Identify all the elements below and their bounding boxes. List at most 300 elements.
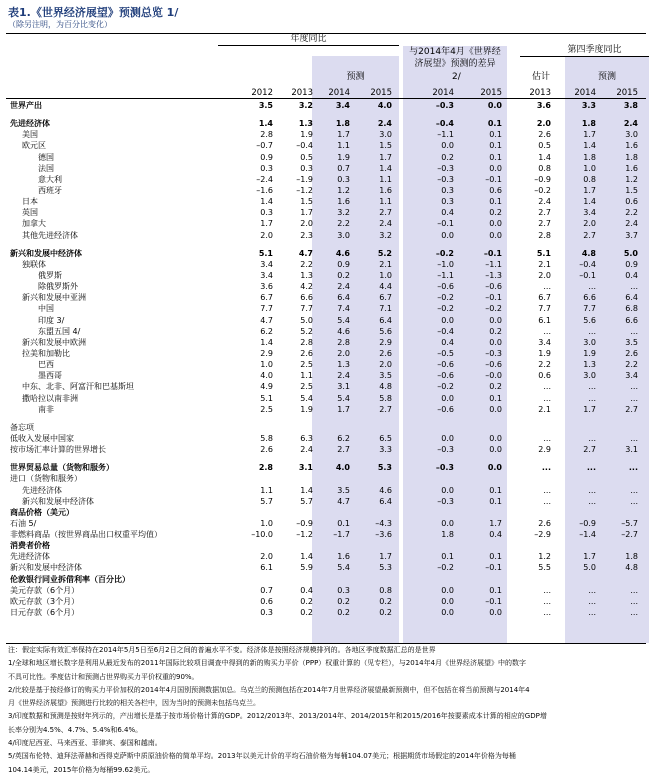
row-value: 2.4 <box>337 282 350 292</box>
row-value: 0.1 <box>489 552 502 562</box>
row-value: –0.1 <box>485 596 502 606</box>
row-value: 3.5 <box>258 101 273 110</box>
row-value: 0.1 <box>489 141 502 151</box>
row-value: 5.4 <box>300 393 313 403</box>
row-value: 0.8 <box>538 163 551 173</box>
row-value: 1.6 <box>337 197 350 207</box>
table-row <box>0 281 656 292</box>
row-value: 2.5 <box>300 382 313 392</box>
header-year-5: 2015 <box>480 88 502 98</box>
row-value: ... <box>630 596 638 606</box>
row-value: 1.8 <box>581 119 596 129</box>
header-year-8: 2015 <box>616 88 638 98</box>
row-value: –0.1 <box>485 293 502 303</box>
row-value: –0.3 <box>437 445 454 455</box>
row-value: 0.1 <box>489 585 502 595</box>
row-value: 1.8 <box>583 152 596 162</box>
row-value: 0.9 <box>260 152 273 162</box>
row-value: 1.6 <box>337 552 350 562</box>
row-value: 2.4 <box>300 445 313 455</box>
row-label: 备忘项 <box>10 422 34 432</box>
row-value: –1.9 <box>296 174 313 184</box>
row-value: 0.2 <box>337 596 350 606</box>
row-value: 2.5 <box>260 404 273 414</box>
row-value: 0.9 <box>625 259 638 269</box>
page-subtitle: （除另注明，为百分比变化） <box>8 20 112 29</box>
row-label: 美国 <box>22 130 38 140</box>
header-year-6: 2013 <box>529 88 551 98</box>
row-value: 4.6 <box>335 248 350 258</box>
row-value: –4.3 <box>375 518 392 528</box>
row-value: 2.1 <box>538 404 551 414</box>
row-value: 0.6 <box>625 197 638 207</box>
row-value: ... <box>543 282 551 292</box>
row-value: 0.0 <box>489 230 502 240</box>
row-value: 0.4 <box>441 208 454 218</box>
row-value: –10.0 <box>251 530 273 540</box>
row-label: 新兴和发展中经济体 <box>10 563 82 573</box>
row-value: 0.2 <box>379 596 392 606</box>
row-value: 3.4 <box>260 270 273 280</box>
row-value: 0.0 <box>489 315 502 325</box>
table-row <box>0 337 656 348</box>
row-value: ... <box>630 282 638 292</box>
row-value: 0.0 <box>441 141 454 151</box>
row-value: 0.1 <box>489 152 502 162</box>
row-value: 1.0 <box>379 270 392 280</box>
row-value: –0.7 <box>256 141 273 151</box>
row-value: 4.8 <box>625 563 638 573</box>
row-value: 5.3 <box>377 463 392 473</box>
row-label: 巴西 <box>38 360 54 370</box>
row-value: 0.1 <box>489 496 502 506</box>
row-value: –2.7 <box>621 530 638 540</box>
row-value: ... <box>588 282 596 292</box>
row-value: 1.7 <box>489 518 502 528</box>
row-label: 意大利 <box>38 174 62 184</box>
row-label: 法国 <box>38 163 54 173</box>
row-value: 0.0 <box>489 337 502 347</box>
row-value: 2.2 <box>538 360 551 370</box>
row-value: 0.2 <box>379 608 392 618</box>
row-value: 0.0 <box>441 315 454 325</box>
row-value: –0.3 <box>437 174 454 184</box>
row-value: 7.1 <box>379 304 392 314</box>
footnote-line: 1/全球和地区增长数字是利用从最近发布的2011年国际比较项目调查中得到的新的购买力平价（PPP）权重计算的（见专栏），与2014年4月《世界经济展望》中的数字 <box>8 659 527 668</box>
row-value: 6.2 <box>260 326 273 336</box>
row-value: 4.6 <box>379 485 392 495</box>
row-value: –0.0 <box>485 371 502 381</box>
row-value: 6.6 <box>625 315 638 325</box>
row-value: –2.9 <box>534 530 551 540</box>
footnote-line: 5/英国布伦特、迪拜法蒂赫和西得克萨斯中质原油价格的简单平均。2013年以美元计价的平均石油价格为每桶104.07美元；根据期货市场假定的2014年价格为每桶 <box>8 752 516 761</box>
row-label: 新兴和发展中经济体 <box>22 496 94 506</box>
row-value: 6.4 <box>337 293 350 303</box>
row-value: 1.7 <box>379 152 392 162</box>
row-value: 4.7 <box>298 248 313 258</box>
row-value: 1.8 <box>625 552 638 562</box>
row-label: 日本 <box>22 197 38 207</box>
row-value: 2.7 <box>583 230 596 240</box>
row-value: 2.7 <box>538 219 551 229</box>
row-label: 墨西哥 <box>38 371 62 381</box>
row-value: 3.5 <box>379 371 392 381</box>
row-value: 2.0 <box>538 270 551 280</box>
row-value: 0.0 <box>489 163 502 173</box>
row-value: 2.9 <box>538 445 551 455</box>
footnote-line: 3/印度数据和预测是按财年列示的，产出增长是基于按市场价格计算的GDP。2012/2013年、2013/2014年、2014/2015年和2015/2016年按要素成本计算的相应的GDP增 <box>8 712 547 721</box>
row-label: 俄罗斯 <box>38 270 62 280</box>
row-value: 1.4 <box>300 485 313 495</box>
row-value: 2.6 <box>379 348 392 358</box>
row-value: 1.9 <box>583 348 596 358</box>
row-value: 3.4 <box>538 337 551 347</box>
row-value: 0.0 <box>441 608 454 618</box>
row-value: –0.2 <box>437 304 454 314</box>
header-group-diff-2: 济展望》预测的差异 <box>414 59 496 69</box>
row-value: 3.0 <box>583 337 596 347</box>
row-value: –0.6 <box>485 282 502 292</box>
row-value: 0.2 <box>489 326 502 336</box>
row-label: 消费者价格 <box>10 541 50 551</box>
row-value: ... <box>630 382 638 392</box>
row-value: 0.0 <box>489 445 502 455</box>
row-value: 2.6 <box>260 445 273 455</box>
row-label: 进口（货物和服务） <box>10 474 82 484</box>
header-year-3: 2015 <box>370 88 392 98</box>
row-value: 5.4 <box>337 393 350 403</box>
row-value: ... <box>588 585 596 595</box>
row-label: 先进经济体 <box>10 552 50 562</box>
row-value: 0.5 <box>538 141 551 151</box>
row-label: 欧元区 <box>22 141 46 151</box>
row-value: –0.3 <box>435 463 454 473</box>
row-value: –0.9 <box>579 518 596 528</box>
row-value: –3.6 <box>375 530 392 540</box>
table-row <box>0 462 656 473</box>
row-value: 0.4 <box>300 585 313 595</box>
row-value: 0.1 <box>489 393 502 403</box>
row-value: 3.4 <box>625 371 638 381</box>
row-value: 6.7 <box>538 293 551 303</box>
row-value: –0.6 <box>437 371 454 381</box>
row-label: 石油 5/ <box>10 518 37 528</box>
row-value: 0.1 <box>489 130 502 140</box>
row-value: 0.4 <box>441 337 454 347</box>
header-year-1: 2013 <box>291 88 313 98</box>
row-value: 0.6 <box>538 371 551 381</box>
row-value: –1.6 <box>256 185 273 195</box>
row-value: 1.3 <box>583 360 596 370</box>
row-value: 2.5 <box>300 360 313 370</box>
header-year-2: 2014 <box>328 88 350 98</box>
table-row <box>0 315 656 326</box>
row-value: 6.5 <box>379 433 392 443</box>
row-value: –0.1 <box>485 174 502 184</box>
row-value: 2.0 <box>583 219 596 229</box>
row-value: 1.5 <box>379 141 392 151</box>
row-value: 2.0 <box>337 348 350 358</box>
table-row <box>0 496 656 507</box>
row-value: 0.1 <box>487 119 502 129</box>
row-value: ... <box>588 433 596 443</box>
table-row <box>0 348 656 359</box>
row-value: 0.4 <box>489 530 502 540</box>
row-label: 世界产出 <box>10 101 42 110</box>
row-label: 非燃料商品（按世界商品出口权重平均值） <box>10 530 162 540</box>
row-value: 3.0 <box>379 130 392 140</box>
row-value: –0.4 <box>435 119 454 129</box>
row-value: 1.3 <box>298 119 313 129</box>
row-value: –0.2 <box>534 185 551 195</box>
row-value: 6.8 <box>625 304 638 314</box>
row-value: 1.3 <box>337 360 350 370</box>
row-value: ... <box>543 496 551 506</box>
row-label: 南非 <box>38 404 54 414</box>
row-value: 1.4 <box>379 163 392 173</box>
row-value: ... <box>586 463 596 473</box>
footnote-line: 注：假定实际有效汇率保持在2014年5月5日至6月2日之间的普遍水平不变。经济体是按照经济规模排列的。各地区季度数据汇总的是世界 <box>8 646 436 654</box>
table-row <box>0 118 656 129</box>
row-value: 2.8 <box>538 230 551 240</box>
row-value: 4.2 <box>300 282 313 292</box>
row-value: 1.1 <box>379 174 392 184</box>
row-value: 1.2 <box>625 174 638 184</box>
row-label: 新兴和发展中亚洲 <box>22 293 86 303</box>
row-value: –0.3 <box>437 496 454 506</box>
row-value: 5.0 <box>300 315 313 325</box>
header-forecast-q4: 预测 <box>597 72 616 82</box>
row-value: 1.1 <box>260 485 273 495</box>
row-value: 5.1 <box>260 393 273 403</box>
row-value: 2.9 <box>379 337 392 347</box>
row-value: –0.2 <box>435 248 454 258</box>
row-value: 0.2 <box>489 208 502 218</box>
row-label: 伦敦银行同业拆借利率（百分比） <box>10 574 130 584</box>
row-value: –0.2 <box>437 563 454 573</box>
row-value: 6.7 <box>260 293 273 303</box>
row-value: 3.0 <box>583 371 596 381</box>
row-value: ... <box>588 596 596 606</box>
row-value: 3.1 <box>298 463 313 473</box>
row-value: ... <box>543 596 551 606</box>
row-value: 6.7 <box>379 293 392 303</box>
header-forecast: 预测 <box>346 72 365 82</box>
row-value: 7.4 <box>337 304 350 314</box>
row-value: 0.0 <box>441 230 454 240</box>
row-value: 5.1 <box>258 248 273 258</box>
table-row <box>0 152 656 163</box>
row-value: 2.4 <box>337 371 350 381</box>
table-row <box>0 292 656 303</box>
row-label: 英国 <box>22 208 38 218</box>
row-value: 0.2 <box>300 596 313 606</box>
row-value: 6.4 <box>379 496 392 506</box>
row-value: 1.4 <box>258 119 273 129</box>
row-value: –1.4 <box>579 530 596 540</box>
row-value: 4.0 <box>335 463 350 473</box>
row-value: –0.6 <box>485 360 502 370</box>
row-value: 1.7 <box>337 130 350 140</box>
table-row <box>0 473 656 484</box>
table-row <box>0 551 656 562</box>
table-row <box>0 326 656 337</box>
table-row <box>0 607 656 618</box>
row-value: ... <box>543 326 551 336</box>
row-value: 1.6 <box>625 163 638 173</box>
row-value: 3.2 <box>337 208 350 218</box>
row-value: 5.2 <box>377 248 392 258</box>
header-year-4: 2014 <box>432 88 454 98</box>
row-label: 世界贸易总量（货物和服务） <box>10 463 114 473</box>
row-value: 0.0 <box>441 518 454 528</box>
row-label: 其他先进经济体 <box>22 230 78 240</box>
row-value: 6.3 <box>300 433 313 443</box>
row-value: 3.4 <box>260 259 273 269</box>
row-value: 3.2 <box>298 101 313 110</box>
row-value: 1.1 <box>379 197 392 207</box>
row-value: 1.3 <box>300 270 313 280</box>
row-value: –1.2 <box>296 185 313 195</box>
footnote-line: 不具可比性。季度估计和预测占世界购买力平价权重的90%。 <box>8 672 199 681</box>
row-value: –0.6 <box>437 282 454 292</box>
row-value: 1.7 <box>260 219 273 229</box>
row-value: –0.1 <box>437 219 454 229</box>
table-row <box>0 518 656 529</box>
row-value: 4.8 <box>379 382 392 392</box>
row-value: 0.8 <box>379 585 392 595</box>
row-value: ... <box>543 393 551 403</box>
row-value: ... <box>628 463 638 473</box>
table-row <box>0 485 656 496</box>
row-value: 3.5 <box>337 485 350 495</box>
row-value: 5.6 <box>583 315 596 325</box>
row-value: 1.8 <box>441 530 454 540</box>
row-value: 0.1 <box>337 518 350 528</box>
header-group-diff-1: 与2014年4月《世界经 <box>409 47 501 57</box>
row-value: –0.6 <box>437 360 454 370</box>
row-value: ... <box>630 393 638 403</box>
footnote-line: 长率分别为4.5%、4.7%、5.4%和6.4%。 <box>8 725 143 734</box>
row-value: –1.2 <box>296 530 313 540</box>
row-label: 拉美和加勒比 <box>22 348 70 358</box>
row-value: 1.0 <box>260 360 273 370</box>
row-value: 0.1 <box>441 552 454 562</box>
row-value: 2.0 <box>536 119 551 129</box>
row-value: 6.6 <box>583 293 596 303</box>
forecast-table <box>0 100 656 618</box>
table-row <box>0 230 656 241</box>
row-value: 0.3 <box>441 185 454 195</box>
header-bottom-rule <box>6 98 646 99</box>
row-value: 1.7 <box>379 552 392 562</box>
row-value: 5.6 <box>379 326 392 336</box>
row-value: 3.6 <box>536 101 551 110</box>
row-value: 2.0 <box>260 552 273 562</box>
row-value: ... <box>630 433 638 443</box>
header-group-yoy: 年度同比 <box>290 34 327 44</box>
row-value: –0.9 <box>534 174 551 184</box>
row-value: 0.0 <box>441 485 454 495</box>
row-value: 2.8 <box>260 130 273 140</box>
row-value: 2.7 <box>538 208 551 218</box>
row-label: 撒哈拉以南非洲 <box>22 393 78 403</box>
row-value: 0.7 <box>337 163 350 173</box>
row-value: –0.4 <box>579 259 596 269</box>
row-value: 1.7 <box>583 130 596 140</box>
row-value: 3.0 <box>337 230 350 240</box>
table-row <box>0 140 656 151</box>
row-value: 5.0 <box>623 248 638 258</box>
header-group-diff-3: 2/ <box>452 72 461 82</box>
row-value: ... <box>588 485 596 495</box>
row-value: ... <box>630 496 638 506</box>
row-value: 4.8 <box>581 248 596 258</box>
row-value: 1.9 <box>337 152 350 162</box>
table-row <box>0 370 656 381</box>
row-label: 先进经济体 <box>10 119 50 129</box>
row-value: 1.1 <box>300 371 313 381</box>
row-value: –0.3 <box>437 163 454 173</box>
row-value: ... <box>630 485 638 495</box>
row-value: 4.7 <box>337 496 350 506</box>
header-estimate: 估计 <box>531 72 550 82</box>
row-value: 3.5 <box>625 337 638 347</box>
row-value: 0.0 <box>487 463 502 473</box>
footnote-line: 月《世界经济展望》预测进行比较的相关各栏中，因为当时的预测未包括乌克兰。 <box>8 699 260 708</box>
row-value: 1.9 <box>300 404 313 414</box>
row-value: 0.0 <box>487 101 502 110</box>
row-value: 6.4 <box>379 315 392 325</box>
row-value: 0.0 <box>441 393 454 403</box>
row-value: 0.1 <box>489 485 502 495</box>
row-label: 日元存款（6个月） <box>10 608 80 618</box>
row-spacer <box>0 455 656 462</box>
row-value: 1.4 <box>300 552 313 562</box>
row-value: 5.1 <box>536 248 551 258</box>
row-value: 0.3 <box>300 163 313 173</box>
row-value: 2.4 <box>377 119 392 129</box>
row-value: 0.3 <box>441 197 454 207</box>
row-value: 1.7 <box>337 404 350 414</box>
row-value: 1.8 <box>625 152 638 162</box>
row-value: 6.6 <box>300 293 313 303</box>
row-value: 3.2 <box>379 230 392 240</box>
row-value: –0.9 <box>296 518 313 528</box>
row-value: 4.9 <box>260 382 273 392</box>
row-value: 2.2 <box>625 360 638 370</box>
row-value: 1.6 <box>625 141 638 151</box>
row-value: 2.4 <box>379 219 392 229</box>
row-value: 0.3 <box>260 208 273 218</box>
row-value: 0.1 <box>489 197 502 207</box>
row-value: 0.0 <box>489 219 502 229</box>
row-label: 德国 <box>38 152 54 162</box>
row-label: 中国 <box>38 304 54 314</box>
table-row <box>0 207 656 218</box>
row-value: ... <box>543 608 551 618</box>
row-value: 1.9 <box>538 348 551 358</box>
row-value: 1.7 <box>583 404 596 414</box>
row-value: 1.1 <box>337 141 350 151</box>
table-row <box>0 381 656 392</box>
row-value: 3.4 <box>335 101 350 110</box>
row-value: 7.7 <box>583 304 596 314</box>
row-value: –0.1 <box>483 248 502 258</box>
row-value: 5.9 <box>300 563 313 573</box>
table-row <box>0 507 656 518</box>
row-label: 新兴和发展中经济体 <box>10 248 82 258</box>
